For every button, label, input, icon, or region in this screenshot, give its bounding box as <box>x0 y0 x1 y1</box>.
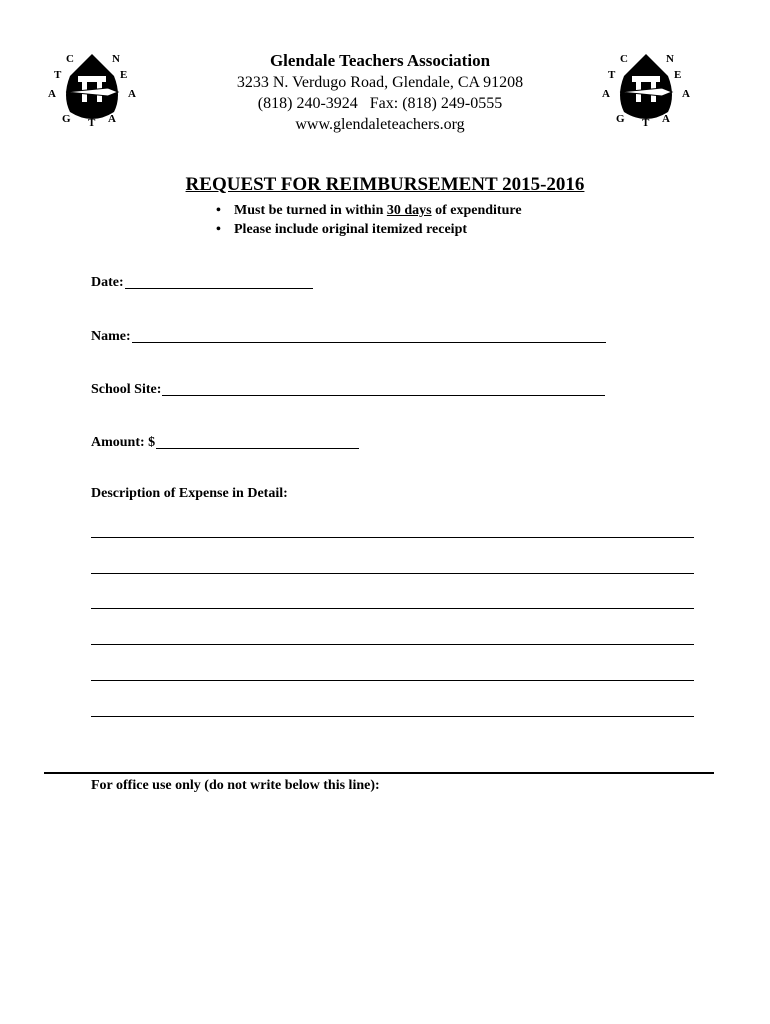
school-site-label: School Site: <box>91 382 162 397</box>
logo-letter: C <box>620 53 628 65</box>
instruction-text: Please include original itemized receipt <box>234 222 468 237</box>
description-line[interactable] <box>91 573 694 574</box>
amount-field-row <box>91 434 359 451</box>
description-line[interactable] <box>91 644 694 645</box>
cta-logo-left <box>42 46 142 132</box>
date-field[interactable] <box>125 274 313 289</box>
office-use-divider <box>44 772 714 774</box>
logo-letter: E <box>120 69 128 81</box>
logo-letter: A <box>108 113 116 125</box>
org-phone-fax: (818) 240-3924 Fax: (818) 249-0555 <box>257 95 503 112</box>
instruction-item <box>214 201 522 220</box>
description-line[interactable] <box>91 608 694 609</box>
amount-field[interactable] <box>156 434 359 449</box>
amount-label: Amount: $ <box>91 435 156 450</box>
bullet-icon: • <box>216 203 221 218</box>
cta-logo-right <box>596 46 696 132</box>
logo-letter: A <box>662 113 670 125</box>
instruction-item <box>214 220 522 239</box>
org-name: Glendale Teachers Association <box>269 51 491 70</box>
letterhead <box>170 50 590 135</box>
logo-letter: A <box>682 88 690 100</box>
logo-letter: T <box>608 69 616 81</box>
logo-letter: G <box>62 113 71 125</box>
name-field-row <box>91 328 606 345</box>
logo-letter: C <box>66 53 74 65</box>
date-field-row <box>91 274 313 291</box>
org-address: 3233 N. Verdugo Road, Glendale, CA 91208 <box>236 74 524 91</box>
name-label: Name: <box>91 329 131 344</box>
description-label: Description of Expense in Detail: <box>91 486 288 501</box>
instruction-deadline: 30 days <box>386 203 432 218</box>
date-label: Date: <box>91 275 124 290</box>
logo-letter: A <box>48 88 56 100</box>
bullet-icon: • <box>216 222 221 237</box>
logo-letter: T <box>54 69 62 81</box>
logo-letter: T <box>642 117 650 129</box>
form-title: REQUEST FOR REIMBURSEMENT 2015-2016 <box>185 174 585 195</box>
logo-letter: G <box>616 113 625 125</box>
logo-letter: N <box>112 53 120 65</box>
instruction-text: of expenditure <box>431 203 522 218</box>
logo-letter: A <box>602 88 610 100</box>
description-line[interactable] <box>91 537 694 538</box>
office-use-label: For office use only (do not write below this line): <box>91 778 380 793</box>
school-site-field-row <box>91 381 605 398</box>
name-field[interactable] <box>132 328 606 343</box>
instruction-text: Must be turned in within <box>234 203 387 218</box>
school-site-field[interactable] <box>162 381 605 396</box>
org-website: www.glendaleteachers.org <box>295 116 465 133</box>
description-line[interactable] <box>91 716 694 717</box>
logo-letter: N <box>666 53 674 65</box>
logo-letter: E <box>674 69 682 81</box>
logo-letter: T <box>88 117 96 129</box>
instructions-list <box>214 201 522 239</box>
description-line[interactable] <box>91 680 694 681</box>
logo-letter: A <box>128 88 136 100</box>
